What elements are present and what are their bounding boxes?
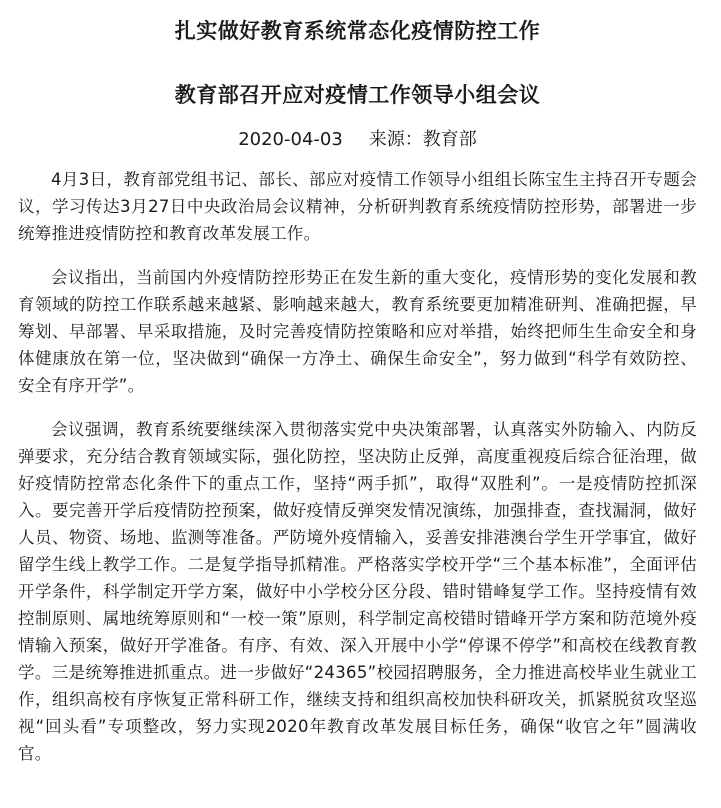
article-source: 来源：教育部 bbox=[368, 129, 477, 150]
paragraph: 4月3日，教育部党组书记、部长、部应对疫情工作领导小组组长陈宝生主持召开专题会议，学习传达3月27日中央政治局会议精神，分析研判教育系统疫情防控形势，部署进一步统筹推进疫情防控和教育改革发展工作。 bbox=[18, 170, 697, 243]
paragraph: 会议强调，教育系统要继续深入贯彻落实党中央决策部署，认真落实外防输入、内防反弹要求，充分结合教育领域实际，强化防控，坚决防止反弹，高度重视疫后综合征治理，做好疫情防控常态化条件下的重点工作，坚持“两手抓”，取得“双胜利”。一是疫情防控抓深入。要完善开学后疫情防控预案，做好疫情反弹突发情况演练，加强排查，查找漏洞，做好人员、物资、场地、监测等准备。严防境外疫情输入，妥善安排港澳台学生开学事宜，做好留学生线上教学工作。二是复学指导抓精准。严格落实学校开学“三个基本标准”，全面评估开学条件，科学制定开学方案，做好中小学校分区分段、错时错峰复学工作。坚持疫情有效控制原则、属地统筹原则和“一校一策”原则，科学制定高校错时错峰开学方案和防范境外疫情输入预案，做好开学准备。有序、有效、深入开展中小学“停课不停学”和高校在线教育教学。三是统筹推进抓重点。进一步做好“24365”校园招聘服务，全力推进高校毕业生就业工作，组织高校有序恢复正常科研工作，继续支持和组织高校加快科研攻关，抓紧脱贫攻坚巡视“回头看”专项整改，努力实现2020年教育改革发展目标任务，确保“收官之年”圆满收官。 bbox=[18, 420, 697, 763]
article bbox=[0, 14, 721, 767]
publish-date: 2020-04-03 bbox=[238, 129, 343, 150]
article-subtitle: 教育部召开应对疫情工作领导小组会议 bbox=[174, 83, 541, 107]
article-title: 扎实做好教育系统常态化疫情防控工作 bbox=[174, 19, 541, 43]
article-meta bbox=[18, 126, 697, 154]
paragraph: 会议指出，当前国内外疫情防控形势正在发生新的重大变化，疫情形势的变化发展和教育领域的防控工作联系越来越紧、影响越来越大，教育系统要更加精准研判、准确把握，早筹划、早部署、早采取措施，及时完善疫情防控策略和应对举措，始终把师生生命安全和身体健康放在第一位，坚决做到“确保一方净土、确保生命安全”，努力做到“科学有效防控、安全有序开学”。 bbox=[18, 268, 697, 395]
article-body bbox=[18, 166, 697, 767]
